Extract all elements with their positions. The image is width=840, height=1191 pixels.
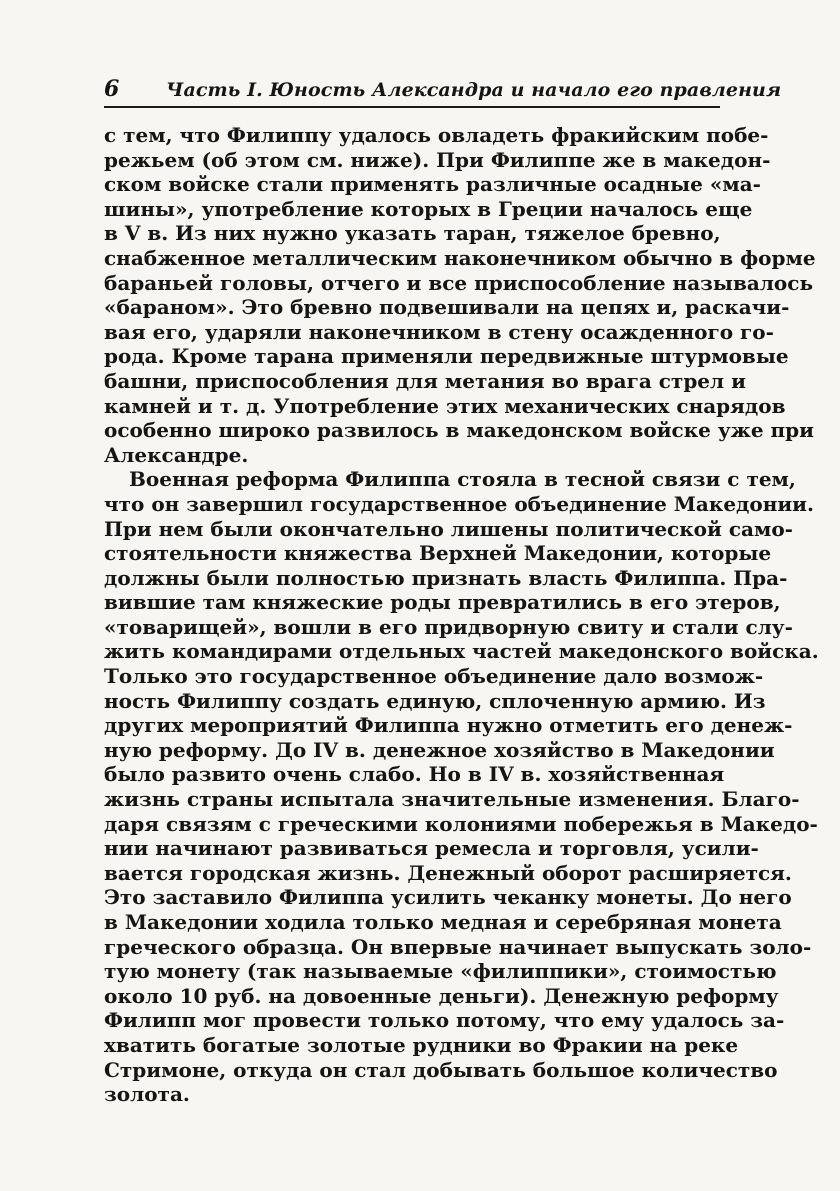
- text-line: нии начинают развиваться ремесла и торговля, усили-: [104, 836, 759, 861]
- text-line: около 10 руб. на довоенные деньги). Денежную реформу: [104, 983, 779, 1008]
- text-line: башни, приспособления для метания во врага стрел и: [104, 368, 746, 393]
- page-number: 6: [104, 76, 120, 102]
- text-line: Это заставило Филиппа усилить чеканку монеты. До него: [104, 885, 792, 910]
- text-line: жить командирами отдельных частей македонского войска.: [104, 639, 819, 664]
- text-line: камней и т. д. Употребление этих механических снарядов: [104, 393, 786, 418]
- text-line: греческого образца. Он впервые начинает выпускать золо-: [104, 934, 812, 959]
- body-text: [104, 123, 819, 1107]
- text-line: Стримоне, откуда он стал добывать большое количество: [104, 1057, 778, 1082]
- page-header: [104, 76, 782, 108]
- text-line: ную реформу. До IV в. денежное хозяйство в Македонии: [104, 737, 775, 762]
- text-line: рода. Кроме тарана применяли передвижные штурмовые: [104, 344, 789, 369]
- text-line: Только это государственное объединение дало возмож-: [104, 664, 764, 689]
- text-line: Александре.: [104, 442, 249, 467]
- text-line: ском войске стали применять различные осадные «ма-: [104, 172, 761, 197]
- text-line: должны были полностью признать власть Филиппа. Пра-: [104, 565, 788, 590]
- text-line: шины», употребление которых в Греции началось еще: [104, 196, 753, 221]
- text-line: других мероприятий Филиппа нужно отметить его денеж-: [104, 713, 793, 738]
- text-line: вается городская жизнь. Денежный оборот расширяется.: [104, 860, 792, 885]
- text-line: Военная реформа Филиппа стояла в тесной связи с тем,: [129, 467, 796, 492]
- text-line: особенно широко развилось в македонском войске уже при: [104, 418, 814, 443]
- text-line: стоятельности княжества Верхней Македонии, которые: [104, 541, 772, 566]
- text-line: режьем (об этом см. ниже). При Филиппе же в македон-: [104, 147, 771, 172]
- running-title: Часть I. Юность Александра и начало его правления: [166, 79, 782, 101]
- text-line: вившие там княжеские роды превратились в его этеров,: [104, 590, 781, 615]
- text-line: было развито очень слабо. Но в IV в. хозяйственная: [104, 762, 725, 787]
- text-line: При нем были окончательно лишены политической само-: [104, 516, 793, 541]
- text-line: снабженное металлическим наконечником обычно в форме: [104, 245, 816, 270]
- text-line: Филипп мог провести только потому, что ему удалось за-: [104, 1008, 785, 1033]
- text-line: в Македонии ходила только медная и серебряная монета: [104, 910, 782, 934]
- text-line: бараньей головы, отчего и все приспособление называлось: [104, 270, 814, 295]
- text-line: «бараном». Это бревно подвешивали на цепях и, раскачи-: [104, 295, 790, 320]
- text-line: с тем, что Филиппу удалось овладеть фракийским побе-: [104, 123, 769, 147]
- text-line: вая его, ударяли наконечником в стену осажденного го-: [104, 319, 774, 344]
- text-line: тую монету (так называемые «филиппики», стоимостью: [104, 959, 777, 984]
- text-line: в V в. Из них нужно указать таран, тяжелое бревно,: [104, 221, 721, 246]
- text-line: ность Филиппу создать единую, сплоченную армию. Из: [104, 688, 766, 713]
- text-line: «товарищей», вошли в его придворную свиту и стали слу-: [104, 614, 793, 639]
- text-line: даря связям с греческими колониями побережья в Македо-: [104, 811, 818, 836]
- text-line: жизнь страны испытала значительные изменения. Благо-: [104, 787, 800, 812]
- text-line: что он завершил государственное объединение Македонии.: [104, 491, 814, 516]
- text-line: золота.: [104, 1082, 190, 1107]
- text-line: хватить богатые золотые рудники во Фракии на реке: [104, 1032, 739, 1057]
